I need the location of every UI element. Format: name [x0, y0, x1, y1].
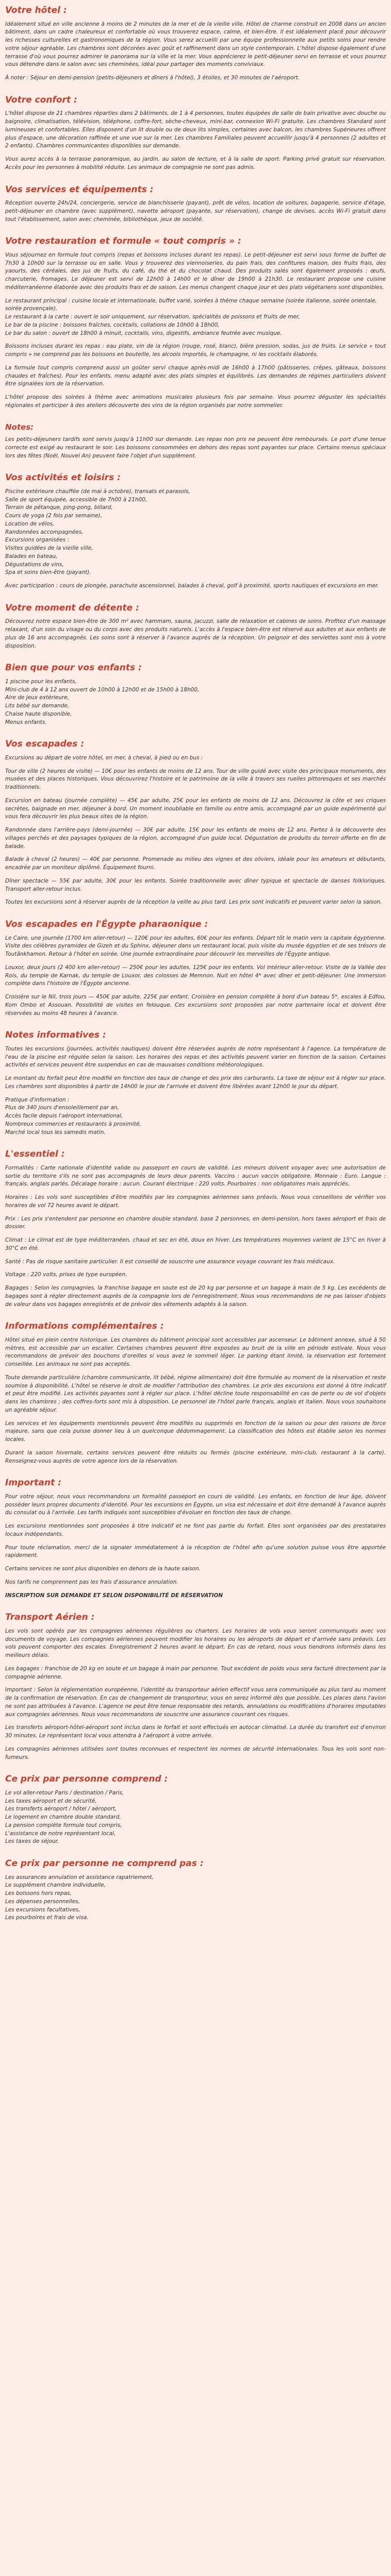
list-item: Visites guidées de la vieille ville,	[5, 545, 93, 551]
section-title: Vos activités et loisirs :	[5, 472, 121, 483]
list-item: Chaise haute disponible,	[5, 710, 72, 717]
section-votre-hotel	[5, 4, 386, 82]
paragraph: Certains services ne sont plus disponibles en dehors de la haute saison.	[5, 1566, 201, 1572]
list-item: Le restaurant à la carte : ouvert le soir uniquement, sur réservation, spécialités de poissons et fruits de mer,	[5, 314, 300, 320]
list-item: Dégustations de vins,	[5, 561, 64, 568]
paragraph: Dîner spectacle — 55€ par adulte, 30€ pour les enfants. Soirée traditionnelle avec dîner typique et spectacle de danses folkloriques. Transport aller-retour inclus.	[5, 877, 386, 892]
list-item: Excursions organisées :	[5, 537, 70, 544]
paragraph: Les vols sont opérés par les compagnies aériennes régulières ou charters. Les horaires de vols vous seront communiqués avec vos documents de voyage. Les compagnies aériennes peuvent modifier les horaires ou les aéroports de départ et d'arrivée sans préavis. Les vols peuvent comporter des escales. Enregistrement 2 heures avant le départ. En cas de retard, nous vous tiendrons informés dans les meilleurs délais.	[5, 1628, 386, 1658]
list-item: Les dépenses personnelles,	[5, 1898, 80, 1905]
list-item: Marché local tous les samedis matin.	[5, 1129, 106, 1136]
paragraph: Pour toute réclamation, merci de la signaler immédiatement à la réception de l'hôtel afin qu'une solution puisse vous être apportée rapidement.	[5, 1544, 386, 1559]
section-title: Transport Aérien :	[5, 1612, 95, 1623]
section-moment	[5, 602, 386, 651]
activites-list	[5, 488, 386, 577]
paragraph: Toutes les excursions (journées, activités nautiques) doivent être réservées auprès de notre représentant à l'agence. La température de l'eau de la piscine est régulée selon la saison. Les horaires des repas et des activités peuvent varier en fonction de la saison. Certaines activités et services peuvent être suspendus en cas de mauvaises conditions météorologiques.	[5, 1045, 386, 1069]
list-item: Le bar de la piscine : boissons fraîches, cocktails, collations de 10h00 à 18h00,	[5, 321, 220, 328]
list-item: Les pourboires et frais de visa.	[5, 1914, 89, 1921]
paragraph: Santé : Pas de risque sanitaire particulier. Il est conseillé de souscrire une assurance voyage couvrant les frais médicaux.	[5, 1258, 335, 1265]
section-title: Votre confort :	[5, 94, 77, 105]
list-item: Randonnées accompagnées,	[5, 529, 84, 535]
paragraph: Toute demande particulière (chambre communicante, lit bébé, régime alimentaire) doit être formulée au moment de la réservation et reste soumise à disponibilité. L'hôtel se réserve le droit de modifier l'attribution des chambres. Le prix des excursions est donné à titre indicatif et peut être modifié. Les activités payantes sont à régler sur place. L'hôtel décline toute responsabilité en cas de perte ou de vol d'objets dans les chambres ; des coffres-forts sont mis à disposition. Le personnel de l'hôtel parle français, anglais et italien. Nous vous souhaitons un agréable séjour.	[5, 1374, 386, 1413]
paragraph: Formalités : Carte nationale d'identité valide ou passeport en cours de validité. Les mineurs doivent voyager avec une autorisation de sortie du territoire s'ils ne sont pas accompagnés de leurs deux parents. Vaccins : aucun vaccin obligatoire. Monnaie : Euro. Langue : français, anglais parlés. Décalage horaire : aucun. Courant électrique : 220 volts. Pourboires : non obligatoires mais appréciés.	[5, 1164, 386, 1188]
paragraph: Les transferts aéroport-hôtel-aéroport sont inclus dans le forfait et sont effectués en autocar climatisé. La durée du transfert est d'environ 30 minutes. Le représentant local vous attendra à l'aéroport à votre arrivée.	[5, 1724, 386, 1739]
paragraph: À noter : Séjour en demi-pension (petits-déjeuners et dîners à l'hôtel), 3 étoiles, et 30 minutes de l'aéroport.	[5, 75, 300, 81]
paragraph: Excursion en bateau (journée complète) — 45€ par adulte, 25€ pour les enfants de moins de 12 ans. Découvrez la côte et ses criques secrètes, baignade en mer, déjeuner à bord. Un moment inoubliable en famille ou entre amis, accompagné par un guide expérimenté qui vous fera découvrir les plus beaux sites de la région.	[5, 797, 386, 820]
paragraph: Croisière sur le Nil, trois jours — 450€ par adulte, 225€ par enfant. Croisière en pension complète à bord d'un bateau 5*, escales à Edfou, Kom Ombo et Assouan. Possibilité de visites en felouque. Ces excursions sont proposées par notre partenaire local et doivent être réservées au moins 48 heures à l'avance.	[5, 994, 386, 1016]
paragraph: Climat : Le climat est de type méditerranéen, chaud et sec en été, doux en hiver. Les températures moyennes varient de 15°C en hiver à 30°C en été.	[5, 1237, 386, 1251]
list-item: Pratique d'information :	[5, 1096, 70, 1103]
list-item: Location de vélos,	[5, 520, 55, 527]
paragraph: Horaires : Les vols sont susceptibles d'être modifiés par les compagnies aériennes sans préavis. Nous vous conseillons de vérifier vos horaires de vol 72 heures avant le départ.	[5, 1194, 386, 1209]
list-item: Spa et soins bien-être (payant).	[5, 569, 91, 576]
paragraph: Nos tarifs ne comprennent pas les frais d'assurance annulation.	[5, 1579, 178, 1585]
section-title: Votre restauration et formule « tout compris » :	[5, 236, 241, 247]
paragraph: Important : Selon la réglementation européenne, l'identité du transporteur aérien effectif vous sera communiquée au plus tard au moment de la confirmation de réservation. En cas de changement de transporteur, vous en serez informé dès que possible. Les places dans l'avion ne sont pas attribuées à l'avance. L'agence ne peut être tenue responsable des retards, annulations ou modifications d'horaires imputables aux compagnies aériennes. Nous vous recommandons de souscrire une assurance couvrant ces risques.	[5, 1687, 386, 1718]
paragraph: Les compagnies aériennes utilisées sont toutes reconnues et respectent les normes de sécurité internationales. Tous les vols sont non-fumeurs.	[5, 1745, 386, 1760]
paragraph: Randonnée dans l'arrière-pays (demi-journée) — 30€ par adulte, 15€ pour les enfants de moins de 12 ans. Partez à la découverte des villages perchés et des paysages typiques de la région, accompagné d'un guide local. Dégustation de produits du terroir offerte en fin de balade.	[5, 827, 386, 850]
list-item: Salle de sport équipée, accessible de 7h00 à 21h00,	[5, 496, 148, 503]
section-activites	[5, 471, 386, 590]
list-item: L'assistance de notre représentant local,	[5, 1830, 116, 1837]
paragraph: Les petits-déjeuners tardifs sont servis jusqu'à 11h00 sur demande. Les repas non pris ne peuvent être remboursés. Le port d'une tenue correcte est exigé au restaurant le soir. Les boissons consommées en dehors des repas sont payantes sur place. Certains menus spéciaux lors des fêtes (Noël, Nouvel An) peuvent faire l'objet d'un supplément.	[5, 436, 386, 459]
paragraph: Vous séjournez en formule tout compris (repas et boissons incluses durant les repas). Le petit-déjeuner est servi sous forme de buffet de 7h30 à 10h00 sur la terrasse ou en salle. Vous y trouverez des viennoiseries, du pain frais, des confitures maison, des fruits frais, des yaourts, des céréales, des jus de fruits, du café, du thé et du chocolat chaud. Des produits salés sont également proposés : œufs, charcuterie, fromages. Le déjeuner est servi de 12h00 à 14h00 et le dîner de 19h00 à 21h30. Le restaurant propose une cuisine méditerranéenne élaborée avec des produits frais et de saison. Les menus changent chaque jour et des plats végétariens sont disponibles.	[5, 251, 386, 291]
list-item: Les taxes de séjour.	[5, 1838, 59, 1845]
section-informations-complementaires	[5, 1320, 386, 1465]
list-item: Le supplément chambre individuelle,	[5, 1882, 106, 1889]
section-title: Votre hôtel :	[5, 5, 67, 15]
list-item: Les assurances annulation et assistance rapatriement,	[5, 1874, 154, 1880]
paragraph: Durant la saison hivernale, certains services peuvent être réduits ou fermés (piscine extérieure, mini-club, restaurant à la carte). Renseignez-vous auprès de votre agence lors de la réservation.	[5, 1449, 386, 1464]
paragraph: Le Caire, une journée (1700 km aller-retour) — 120€ pour les adultes, 60€ pour les enfants. Départ tôt le matin vers la capitale égyptienne. Visite des célèbres pyramides de Gizeh et du Sphinx, déjeuner dans un restaurant local, puis visite du musée égyptien et de ses trésors de Toutânkhamon. Retour à l'hôtel en soirée. Une journée extraordinaire pour découvrir les merveilles de l'Égypte antique.	[5, 935, 386, 957]
section-transport	[5, 1611, 386, 1761]
paragraph: Le montant du forfait peut être modifié en fonction des taux de change et des prix des carburants. La taxe de séjour est à régler sur place. Les chambres sont disponibles à partir de 14h00 le jour de l'arrivée et doivent être libérées avant 12h00 le jour du départ.	[5, 1075, 386, 1090]
paragraph: Les services et les équipements mentionnés peuvent être modifiés ou supprimés en fonction de la saison ou pour des raisons de force majeure, sans que cela puisse donner lieu à un quelconque dédommagement. La classification des hôtels est établie selon les normes locales.	[5, 1420, 386, 1443]
paragraph: Louxor, deux jours (2 400 km aller-retour) — 250€ pour les adultes, 125€ pour les enfants. Vol intérieur aller-retour. Visite de la Vallée des Rois, du temple de Karnak, du temple de Louxor, des colosses de Memnon. Nuit en hôtel 4* avec dîner et petit-déjeuner. Une immersion complète dans l'histoire de l'Égypte ancienne.	[5, 964, 386, 987]
list-item: 1 piscine pour les enfants,	[5, 678, 77, 685]
list-item: Menus enfants.	[5, 719, 47, 725]
list-item: Le logement en chambre double standard,	[5, 1814, 121, 1820]
section-notes	[5, 421, 386, 461]
list-item: Le bar du salon : ouvert de 18h00 à minuit, cocktails, vins, digestifs, ambiance feutrée avec musique.	[5, 330, 282, 336]
paragraph: Avec participation : cours de plongée, parachute ascensionnel, balades à cheval, golf à proximité, sports nautiques et excursions en mer.	[5, 583, 379, 589]
paragraph: Boissons incluses durant les repas : eau plate, vin de la région (rouge, rosé, blanc), bière pression, sodas, jus de fruits. Le service « tout compris » ne comprend pas les boissons en bouteille, les alcools importés, le champagne, ni les cocktails élaborés.	[5, 343, 386, 358]
list-item: Plus de 340 jours d'ensoleillement par an,	[5, 1105, 119, 1111]
section-title: Vos escapades :	[5, 739, 85, 750]
list-item: Le restaurant principal : cuisine locale et internationale, buffet varié, soirées à thème chaque semaine (soirée italienne, soirée orientale, soirée provençale),	[5, 297, 377, 312]
paragraph: INSCRIPTION SUR DEMANDE ET SELON DISPONIBILITÉ DE RÉSERVATION	[5, 1592, 223, 1599]
paragraph: Découvrez notre espace bien-être de 300 m² avec hammam, sauna, jacuzzi, salle de relaxation et cabines de soins. Profitez d'un massage relaxant, d'un soin du visage ou du corps avec des produits naturels. L'accès à l'espace bien-être est réservé aux adultes et aux enfants de plus de 16 ans accompagnés. Les soins sont à réserver à l'avance auprès de la réception. Un peignoir et des serviettes sont mis à votre disposition.	[5, 618, 386, 649]
paragraph: Bagages : Selon les compagnies, la franchise bagage en soute est de 20 kg par personne et un bagage à main de 5 kg. Les excédents de bagages sont à régler directement auprès de la compagnie lors de l'enregistrement. Nous vous recommandons de ne pas laisser d'objets de valeur dans vos bagages enregistrés et de prévoir des vêtements adaptés à la saison.	[5, 1285, 386, 1308]
section-egypte	[5, 918, 386, 1018]
list-item: Aire de jeux extérieure,	[5, 694, 69, 701]
paragraph: Vous aurez accès à la terrasse panoramique, au jardin, au salon de lecture, et à la salle de sport. Parking privé gratuit sur réservation. Accès pour les personnes à mobilité réduite. Les animaux de compagnie ne sont pas admis.	[5, 156, 386, 171]
paragraph: Excursions au départ de votre hôtel, en mer, à cheval, à pied ou en bus :	[5, 754, 203, 761]
section-escapades	[5, 738, 386, 907]
section-title: Notes:	[5, 422, 34, 432]
prix-ne-comprend-list	[5, 1874, 386, 1923]
section-title: Notes informatives :	[5, 1030, 106, 1041]
paragraph: L'hôtel dispose de 21 chambres réparties dans 2 bâtiments, de 1 à 4 personnes, toutes équipées de salle de bain privative avec douche ou baignoire, climatisation, télévision, téléphone, coffre-fort, sèche-cheveux, mini-bar, connexion Wi-Fi gratuite. Les chambres Standard sont lumineuses et confortables. Elles disposent d'un lit double ou de deux lits simples, certaines avec balcon, les chambres Supérieures offrent plus d'espace, une décoration raffinée et une vue sur la mer. Les chambres Familiales peuvent accueillir jusqu'à 4 personnes (2 adultes et 2 enfants). Chambres communicantes disponibles sur demande.	[5, 110, 386, 149]
enfants-list	[5, 678, 386, 727]
section-title: Ce prix par personne comprend :	[5, 1774, 168, 1785]
paragraph: Prix : Les prix s'entendent par personne en chambre double standard, base 2 personnes, en demi-pension, hors taxes aéroport et frais de dossier.	[5, 1215, 386, 1230]
list-item: Les excursions facultatives,	[5, 1906, 80, 1913]
list-item: Nombreux commerces et restaurants à proximité,	[5, 1121, 141, 1127]
section-title: Vos escapades en l'Égypte pharaonique :	[5, 919, 208, 929]
section-services	[5, 183, 386, 224]
section-title: Bien que pour vos enfants :	[5, 663, 142, 673]
section-title: Votre moment de détente :	[5, 602, 139, 613]
list-item: Mini-club de 4 à 12 ans ouvert de 10h00 à 12h00 et de 15h00 à 18h00,	[5, 686, 200, 693]
paragraph: Idéalement situé en ville ancienne à moins de 2 minutes de la mer et de la vieille ville. Hôtel de charme construit en 2008 dans un ancien bâtiment, dans un cadre chaleureux et confortable où vous trouverez espace, calme, et bien-être. Il est idéalement placé pour découvrir les richesses culturelles et gastronomiques de la région. Vous serez accueilli par une équipe professionnelle aux petits soins pour rendre votre séjour agréable. Les chambres sont décorées avec goût et raffinement dans un style contemporain. L'hôtel dispose également d'une terrasse d'où vous pourrez admirer le panorama sur la ville et la mer. Vous apprécierez le petit-déjeuner servi en terrasse et vous pourrez vous détendre dans le salon avec ses cheminées, idéal pour partager des moments conviviaux.	[5, 21, 386, 68]
section-title: Important :	[5, 1478, 61, 1488]
paragraph: La formule tout compris comprend aussi un goûter servi chaque après-midi de 16h00 à 17h00 (pâtisseries, crêpes, gâteaux, boissons chaudes et fraîches). Pour les enfants, menu adapté avec des plats simples et équilibrés. Les demandes de régimes particuliers doivent être signalées lors de la réservation.	[5, 364, 386, 387]
list-item: Terrain de pétanque, ping-pong, billard,	[5, 504, 113, 511]
section-prix-comprend	[5, 1773, 386, 1846]
paragraph: Les bagages : franchise de 20 kg en soute et un bagage à main par personne. Tout excédent de poids vous sera facturé directement par la compagnie aérienne.	[5, 1665, 386, 1680]
section-title: L'essentiel :	[5, 1149, 65, 1160]
list-item: La pension complète formule tout compris,	[5, 1822, 122, 1828]
list-item: Les transferts aéroport / hôtel / aéroport,	[5, 1806, 117, 1812]
section-restauration	[5, 235, 386, 410]
restauration-list	[5, 297, 386, 338]
section-enfants	[5, 662, 386, 726]
paragraph: L'hôtel propose des soirées à thème avec animations musicales plusieurs fois par semaine. Vous pourrez déguster les spécialités régionales et participer à des ateliers découverte des vins de la région organisés par notre sommelier.	[5, 394, 386, 409]
list-item: Balades en bateau,	[5, 553, 58, 560]
section-important	[5, 1477, 386, 1600]
section-title: Ce prix par personne ne comprend pas :	[5, 1858, 204, 1869]
paragraph: Toutes les excursions sont à réserver auprès de la réception la veille au plus tard. Les prix sont indicatifs et peuvent varier selon la saison.	[5, 899, 382, 906]
list-item: Accès facile depuis l'aéroport international,	[5, 1113, 123, 1119]
paragraph: Hôtel situé en plein centre historique. Les chambres du bâtiment principal sont accessibles par ascenseur. Le bâtiment annexe, situé à 50 mètres, est accessible par un escalier. Certaines chambres peuvent être exposées au bruit de la ville en période estivale. Nous vous recommandons de prévoir des bouchons d'oreilles si vous avez le sommeil léger. Le parking étant limité, la réservation est fortement conseillée. Les animaux ne sont pas acceptés.	[5, 1336, 386, 1367]
list-item: Piscine extérieure chauffée (de mai à octobre), transats et parasols,	[5, 488, 190, 495]
paragraph: Balade à cheval (2 heures) — 40€ par personne. Promenade au milieu des vignes et des oliviers, idéale pour les amateurs et débutants, encadrée par un moniteur diplômé. Équipement fourni.	[5, 856, 386, 871]
paragraph: Tour de ville (2 heures de visite) — 10€ pour les enfants de moins de 12 ans. Tour de ville guidé avec visite des principaux monuments, des musées et des places historiques. Vous découvrirez l'histoire et le patrimoine de la ville à travers ses ruelles pittoresques et ses marchés traditionnels.	[5, 768, 386, 790]
paragraph: Pour votre séjour, nous vous recommandons un formalité passeport en cours de validité. Les enfants, en fonction de leur âge, doivent posséder leurs propres documents d'identité. Pour les excursions en Égypte, un visa est nécessaire et doit être demandé à l'avance auprès du consulat ou à l'arrivée. Les tarifs indiqués sont susceptibles d'évoluer en fonction des taux de change.	[5, 1493, 386, 1516]
section-infos	[5, 1029, 386, 1137]
section-votre-confort	[5, 94, 386, 172]
section-essentiel	[5, 1148, 386, 1309]
list-item: Les boissons hors repas,	[5, 1890, 72, 1896]
list-item: Les taxes aéroport et de sécurité,	[5, 1798, 97, 1804]
infos-list	[5, 1096, 386, 1137]
list-item: Cours de yoga (2 fois par semaine),	[5, 513, 102, 519]
paragraph: Les excursions mentionnées sont proposées à titre indicatif et ne font pas partie du forfait. Elles sont organisées par des prestataires locaux indépendants.	[5, 1523, 386, 1537]
paragraph: Réception ouverte 24h/24, conciergerie, service de blanchisserie (payant), prêt de vélos, location de voitures, bagagerie, service d'étage, petit-déjeuner en chambre (avec supplément), navette aéroport (payante, sur réservation), change de devises, accès Wi-Fi gratuit dans tout l'établissement, salon avec cheminée, bibliothèque, jeux de société.	[5, 200, 386, 223]
prix-comprend-list	[5, 1789, 386, 1846]
section-prix-ne-comprend	[5, 1857, 386, 1922]
section-title: Vos services et équipements :	[5, 184, 154, 195]
section-title: Informations complémentaires :	[5, 1321, 164, 1332]
list-item: Le vol aller-retour Paris / destination / Paris,	[5, 1789, 124, 1796]
list-item: Lits bébé sur demande,	[5, 703, 69, 709]
paragraph: Voltage : 220 volts, prises de type européen.	[5, 1272, 127, 1278]
